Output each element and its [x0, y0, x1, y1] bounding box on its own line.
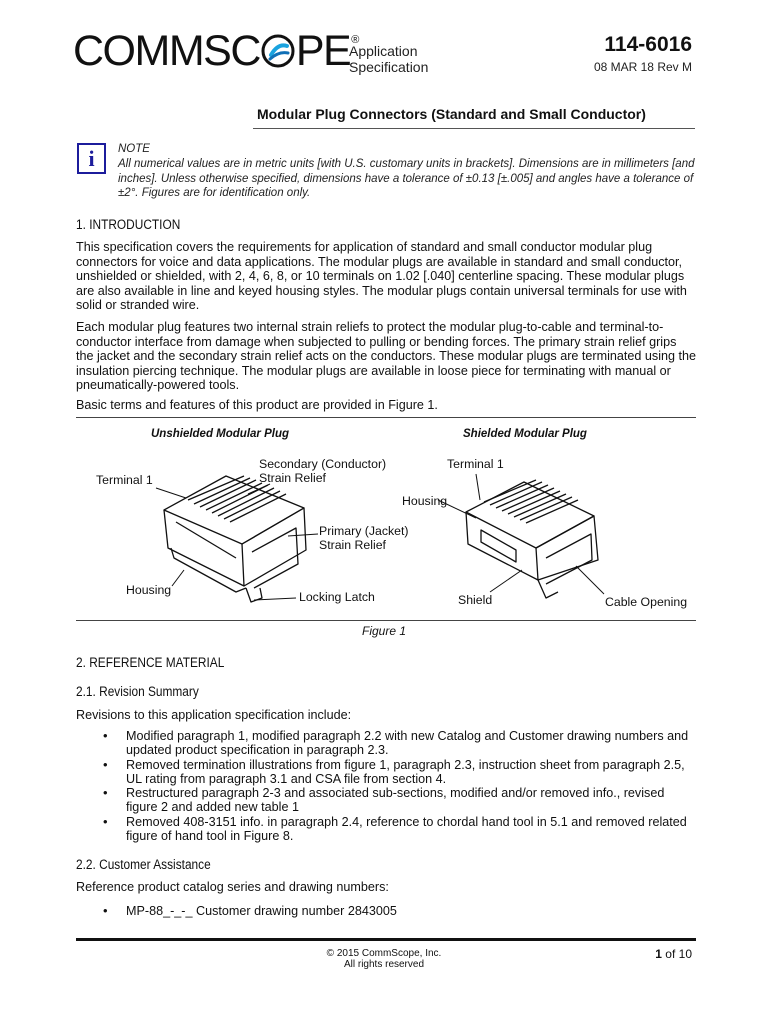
copyright-line-2: All rights reserved: [343, 959, 425, 970]
shielded-plug-drawing: [466, 480, 598, 598]
list-item: • MP-88_-_-_ Customer drawing number 2843005: [76, 904, 696, 918]
note-label: NOTE: [118, 143, 150, 155]
callout-secondary-line1: Secondary (Conductor): [259, 457, 387, 471]
callout-cable-opening: Cable Opening: [605, 595, 688, 609]
note-text: All numerical values are in metric units [with U.S. customary units in brackets]. Dimensions are in millimeters [and inches]. Unless otherwise specified, dimensions have a tolerance of ±0.13 [±.005] and angles have a tolerance of ±2°. Figures are for identification only.: [118, 158, 695, 199]
callout-housing-left: Housing: [126, 583, 172, 597]
unshielded-plug-drawing: [164, 476, 306, 602]
section-heading-reference-material: 2. REFERENCE MATERIAL: [76, 655, 225, 670]
title-divider: [253, 128, 695, 129]
revision-summary-intro: Revisions to this application specification include:: [76, 708, 352, 722]
figure-top-rule: [76, 417, 696, 418]
page-number: [655, 947, 692, 961]
callout-terminal-1-left: Terminal 1: [96, 473, 153, 487]
logo-globe-icon: [261, 34, 295, 68]
document-date-revision: 08 MAR 18 Rev M: [593, 60, 692, 74]
list-item: • Removed 408-3151 info. in paragraph 2.4, reference to chordal hand tool in 5.1 and removed related figure of hand tool in Figure 8.: [76, 815, 696, 844]
callout-primary-strain-relief: [319, 524, 409, 552]
callout-primary-line2: Strain Relief: [319, 538, 386, 552]
shielded-plug-title: Shielded Modular Plug: [463, 428, 587, 440]
callout-housing-right: Housing: [402, 494, 448, 508]
callout-locking-latch: Locking Latch: [299, 590, 375, 604]
callout-primary-line1: Primary (Jacket): [319, 524, 409, 538]
logo-registered-mark: ®: [351, 34, 358, 46]
callout-secondary-strain-relief: [259, 457, 386, 485]
copyright-line-1: © 2015 CommScope, Inc.: [326, 948, 442, 959]
figure-bottom-rule: [76, 620, 696, 621]
document-title: Modular Plug Connectors (Standard and Small Conductor): [257, 106, 646, 122]
document-type-line1: Application: [349, 43, 418, 59]
commscope-logo: [73, 27, 358, 75]
document-number: 114-6016: [604, 33, 692, 56]
subsection-heading-customer-assistance: 2.2. Customer Assistance: [76, 857, 211, 872]
page-current: 1: [655, 947, 662, 961]
document-type-line2: Specification: [349, 59, 429, 75]
footer-divider: [76, 938, 696, 941]
figure-caption: Figure 1: [361, 624, 407, 638]
list-item: • Restructured paragraph 2-3 and associated sub-sections, modified and/or removed info., revised figure 2 and added new table 1: [76, 786, 696, 815]
unshielded-plug-title: Unshielded Modular Plug: [151, 428, 290, 440]
info-icon: i: [77, 143, 106, 174]
list-item: • Removed termination illustrations from figure 1, paragraph 2.3, instruction sheet from paragraph 2.5, UL rating from paragraph 3.1 and CSA file from section 4.: [76, 758, 696, 787]
logo-text-start: COMMSC: [73, 27, 260, 75]
document-type: [349, 43, 428, 75]
intro-paragraph-2: Each modular plug features two internal strain reliefs to protect the modular plug-to-cable and terminal-to-conductor interface from damage when subjected to pulling or bending forces. The primary strain relief grips the jacket and the secondary strain relief acts on the conductors. These modular plugs are terminated using the insulation piercing technique. The modular plugs are available in loose piece for terminating with manual or pneumatically-powered tools.: [76, 320, 697, 393]
list-item: • Modified paragraph 1, modified paragraph 2.2 with new Catalog and Customer drawing numbers and updated product specification in paragraph 2.3.: [76, 729, 696, 758]
logo-text-end: PE: [295, 27, 351, 75]
customer-assistance-intro: Reference product catalog series and drawing numbers:: [76, 880, 389, 894]
footer-copyright: [0, 948, 768, 970]
subsection-heading-revision-summary: 2.1. Revision Summary: [76, 684, 199, 699]
page-total: of 10: [661, 947, 692, 961]
intro-paragraph-3: Basic terms and features of this product are provided in Figure 1.: [76, 398, 438, 412]
callout-secondary-line2: Strain Relief: [259, 471, 326, 485]
customer-assistance-list: [76, 904, 696, 918]
section-heading-introduction: 1. INTRODUCTION: [76, 217, 181, 232]
intro-paragraph-1: This specification covers the requirements for application of standard and small conductor modular plug connectors for voice and data applications. The modular plugs are available in standard and small conductor, unshielded or shielded, with 2, 4, 6, 8, or 10 terminals on 1.02 [.040] centerline spacing. These modular plugs are also available in line and keyed housing styles. The modular plugs contain universal terminals for use with solid or stranded wire.: [76, 240, 687, 313]
callout-shield: Shield: [458, 593, 493, 607]
revision-summary-list: [76, 729, 696, 843]
callout-terminal-1-right: Terminal 1: [447, 457, 504, 471]
